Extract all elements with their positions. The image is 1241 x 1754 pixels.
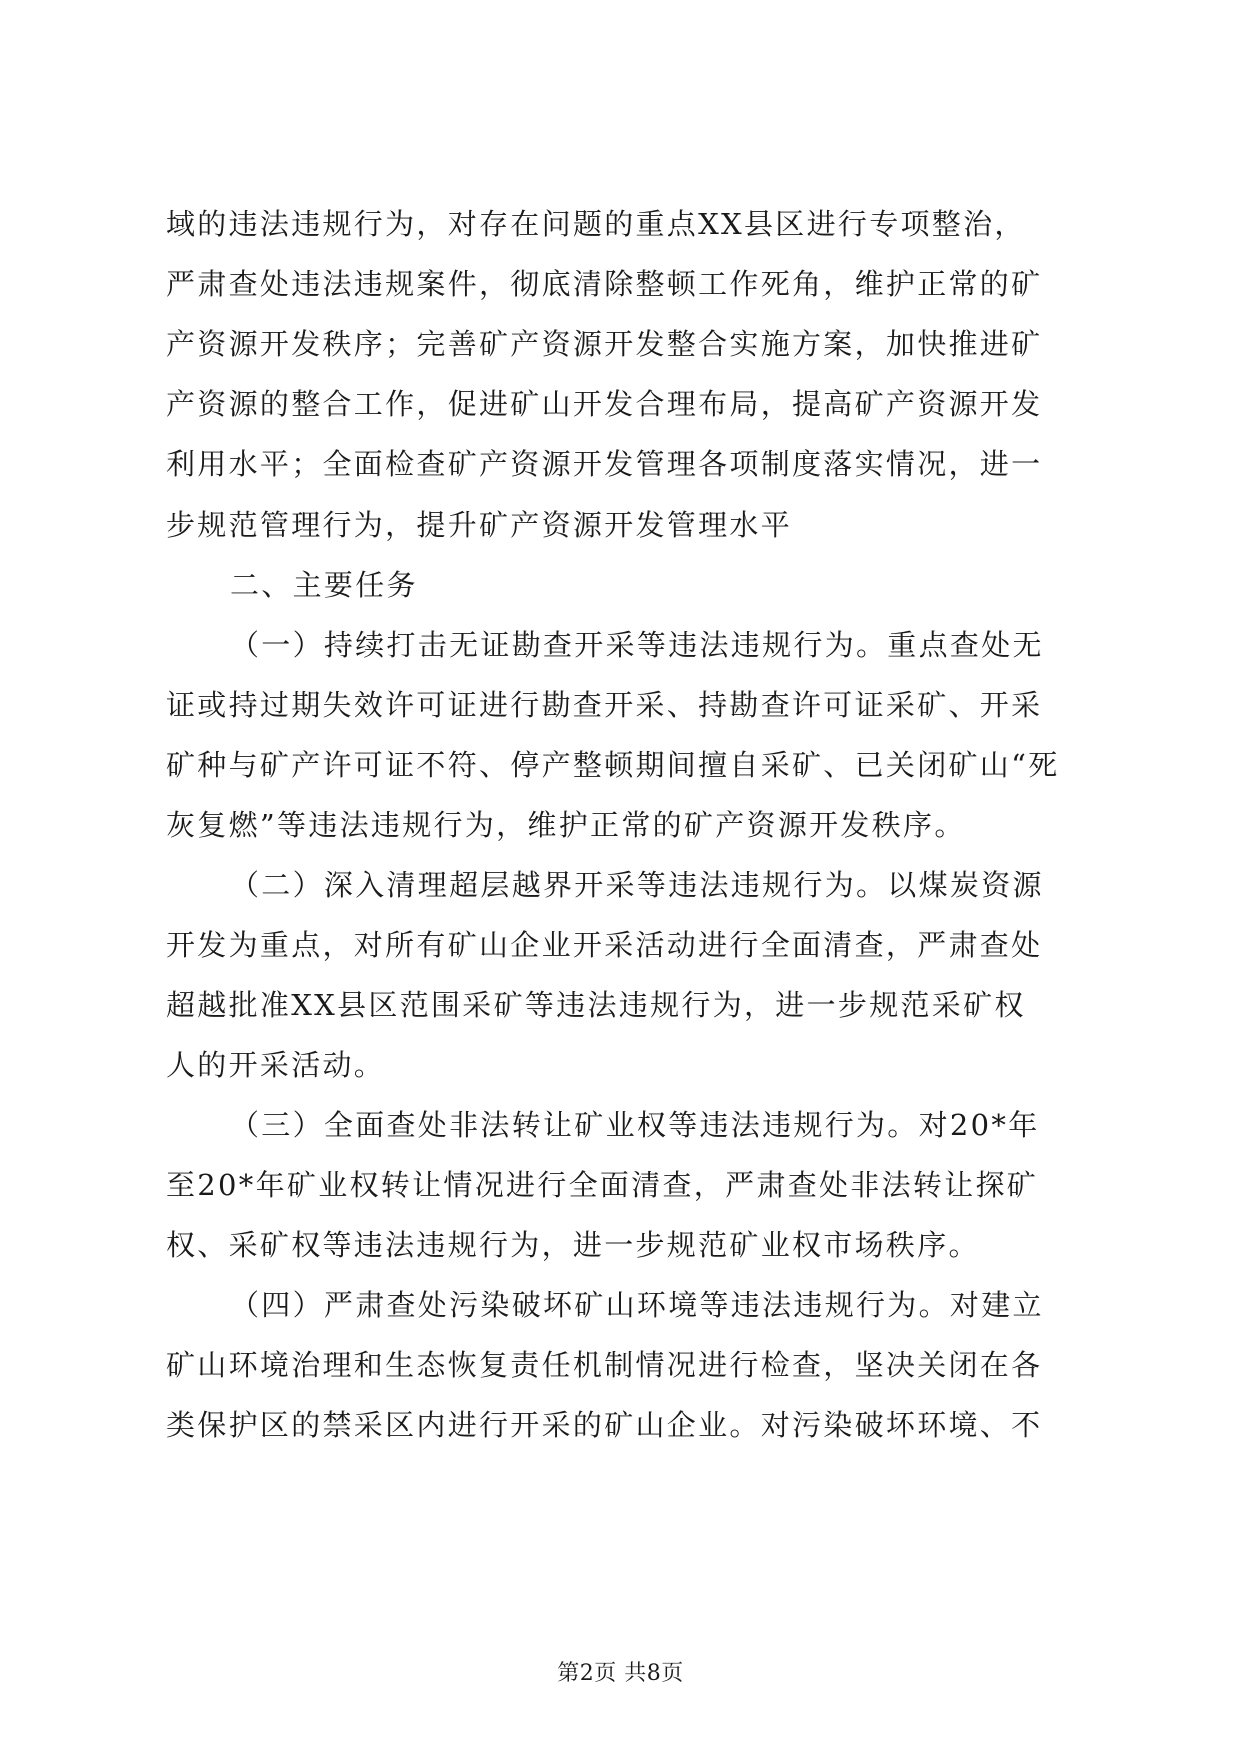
- text-line: 灰复燃”等违法违规行为，维护正常的矿产资源开发秩序。: [166, 808, 966, 842]
- text-line: 产资源开发秩序；完善矿产资源开发整合实施方案，加快推进矿: [166, 327, 1043, 361]
- text-line: 步规范管理行为，提升矿产资源开发管理水平: [166, 508, 793, 542]
- text-line: 至20*年矿业权转让情况进行全面清查，严肃查处非法转让探矿: [166, 1168, 1039, 1202]
- text-line: 人的开采活动。: [166, 1048, 386, 1082]
- text-line: 利用水平；全面检查矿产资源开发管理各项制度落实情况，进一: [166, 447, 1043, 481]
- text-line: 类保护区的禁采区内进行开采的矿山企业。对污染破坏环境、不: [166, 1408, 1043, 1442]
- text-line: 严肃查处违法违规案件，彻底清除整顿工作死角，维护正常的矿: [166, 267, 1043, 301]
- text-line: 矿种与矿产许可证不符、停产整顿期间擅自采矿、已关闭矿山“死: [166, 748, 1060, 782]
- page-number-footer: 第2页 共8页: [557, 1661, 684, 1686]
- text-line: 域的违法违规行为，对存在问题的重点XX县区进行专项整治，: [166, 207, 1026, 241]
- text-line: （四）严肃查处污染破坏矿山环境等违法违规行为。对建立: [230, 1288, 1044, 1322]
- text-line: （一）持续打击无证勘查开采等违法违规行为。重点查处无: [230, 628, 1044, 662]
- text-line: （二）深入清理超层越界开采等违法违规行为。以煤炭资源: [230, 868, 1044, 902]
- text-line: 超越批准XX县区范围采矿等违法违规行为，进一步规范采矿权: [166, 988, 1026, 1022]
- section-heading: 二、主要任务: [230, 568, 418, 602]
- text-line: 产资源的整合工作，促进矿山开发合理布局，提高矿产资源开发: [166, 387, 1043, 421]
- text-line: 权、采矿权等违法违规行为，进一步规范矿业权市场秩序。: [166, 1228, 980, 1262]
- text-line: 开发为重点，对所有矿山企业开采活动进行全面清查，严肃查处: [166, 928, 1043, 962]
- text-line: （三）全面查处非法转让矿业权等违法违规行为。对20*年: [230, 1108, 1040, 1142]
- text-line: 证或持过期失效许可证进行勘查开采、持勘查许可证采矿、开采: [166, 688, 1043, 722]
- text-line: 矿山环境治理和生态恢复责任机制情况进行检查，坚决关闭在各: [166, 1348, 1043, 1382]
